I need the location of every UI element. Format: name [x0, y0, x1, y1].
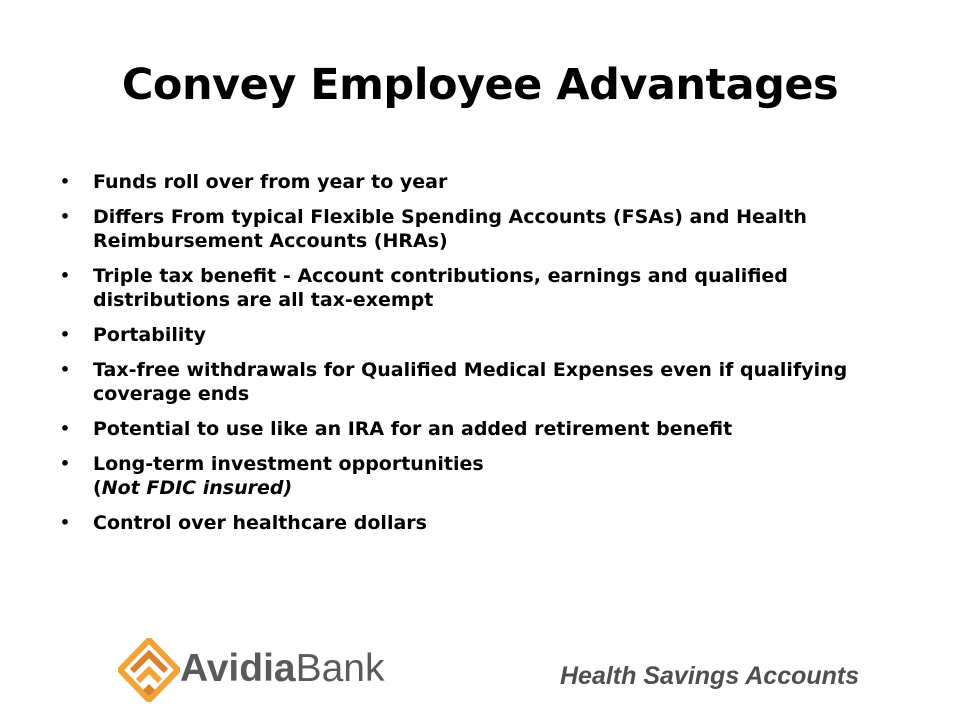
- bullet-text-paren: (: [93, 477, 102, 499]
- bullet-marker-icon: •: [59, 207, 71, 226]
- slide-title: Convey Employee Advantages: [121, 60, 839, 110]
- bullet-text: Funds roll over from year to year: [93, 171, 448, 193]
- bullet-marker-icon: •: [59, 266, 71, 285]
- bullet-item: [58, 264, 908, 312]
- bullet-item: [58, 511, 908, 535]
- bullet-marker-icon: •: [59, 454, 71, 473]
- avidia-diamond-logo-icon: [118, 638, 180, 702]
- bullet-item: [58, 323, 908, 347]
- bullet-item: [58, 205, 908, 253]
- bullet-text: Portability: [93, 324, 206, 346]
- bullet-marker-icon: •: [59, 419, 71, 438]
- product-label: Health Savings Accounts: [560, 662, 860, 690]
- bullet-marker-icon: •: [59, 360, 71, 379]
- bank-name: [180, 646, 385, 692]
- bullet-item: [58, 358, 908, 406]
- bank-name-regular: Bank: [295, 647, 385, 690]
- bullet-text: Tax-free withdrawals for Qualified Medical Expenses even if qualifying coverage ends: [93, 359, 848, 405]
- bullet-text: [93, 452, 908, 500]
- bullet-text: Differs From typical Flexible Spending Accounts (FSAs) and Health Reimbursement Accounts (HRAs): [93, 206, 807, 252]
- bullet-text: Potential to use like an IRA for an added retirement benefit: [93, 418, 733, 440]
- bullet-text: Triple tax benefit - Account contributions, earnings and qualified distributions are all tax-exempt: [93, 265, 788, 311]
- avidia-bank-logo: [118, 638, 385, 702]
- bullet-text-italic-note: Not FDIC insured): [101, 477, 293, 499]
- bullet-item: [58, 417, 908, 441]
- bullet-text-line1: Long-term investment opportunities: [93, 453, 484, 475]
- bullet-text: Control over healthcare dollars: [93, 512, 427, 534]
- bullet-marker-icon: •: [59, 172, 71, 191]
- bank-name-bold: Avidia: [180, 647, 296, 690]
- bullet-item: [58, 452, 908, 500]
- bullet-item: [58, 170, 908, 194]
- bullet-list: [58, 170, 908, 546]
- bullet-marker-icon: •: [59, 325, 71, 344]
- bullet-marker-icon: •: [59, 513, 71, 532]
